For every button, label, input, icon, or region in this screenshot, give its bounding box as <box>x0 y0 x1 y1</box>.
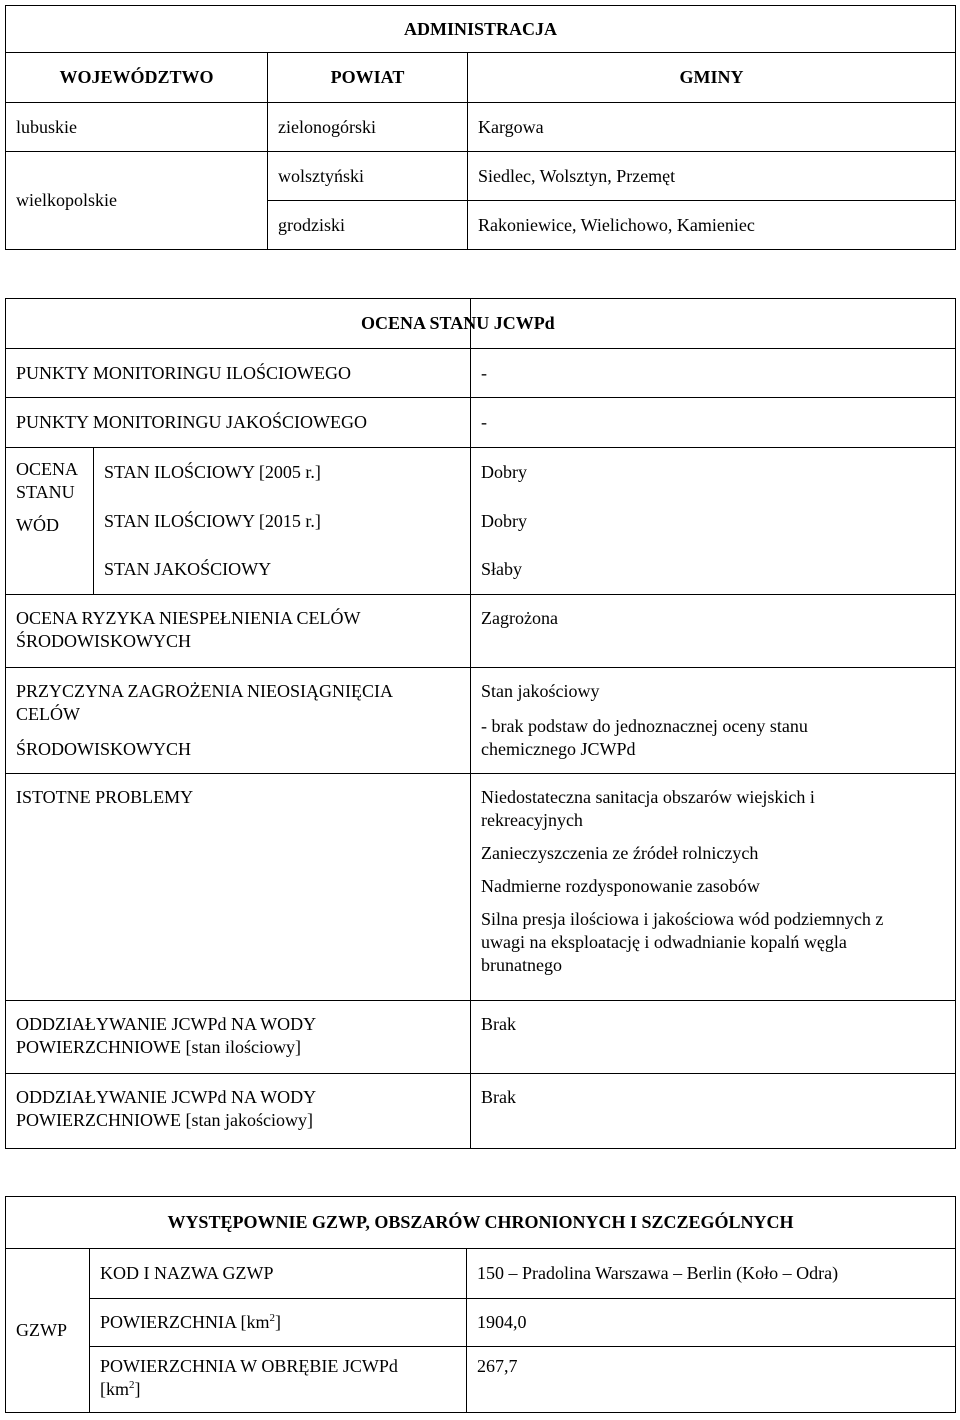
powierzchnia-obreb-label: POWIERZCHNIA W OBRĘBIE JCWPd $[km^2]$ <box>90 1347 467 1413</box>
table-row <box>6 152 956 201</box>
gzwp-row-label: GZWP <box>6 1249 90 1413</box>
stan-ilosciowy-2005-value: Dobry <box>471 448 956 497</box>
stan-jakosciowy-label: STAN JAKOŚCIOWY <box>94 546 471 595</box>
stan-jakosciowy-value: Słaby <box>471 546 956 595</box>
powierzchnia-value: 1904,0 <box>467 1299 956 1347</box>
ocena-ryzyka-value: Zagrożona <box>471 595 956 668</box>
administracja-title: ADMINISTRACJA <box>6 6 956 53</box>
monitoring-jakosciowy-value: - <box>471 398 956 448</box>
monitoring-jakosciowy-label: PUNKTY MONITORINGU JAKOŚCIOWEGO <box>6 398 471 448</box>
wojewodztwo-cell: wielkopolskie <box>6 152 268 250</box>
list-item: Niedostateczna sanitacja obszarów wiejskich i rekreacyjnych <box>481 787 815 830</box>
istotne-problemy-list <box>471 774 956 1001</box>
oddzialywanie-ilosciowy-label: ODDZIAŁYWANIE JCWPd NA WODY POWIERZCHNIOWE [stan ilościowy] <box>6 1001 471 1074</box>
ocena-stanu-table <box>5 298 956 1149</box>
oddzialywanie-ilosciowy-value: Brak <box>471 1001 956 1074</box>
table-row <box>6 103 956 152</box>
list-item: Zanieczyszczenia ze źródeł rolniczych <box>481 843 759 863</box>
gzwp-table <box>5 1196 956 1413</box>
kod-nazwa-label: KOD I NAZWA GZWP <box>90 1249 467 1299</box>
stan-ilosciowy-2015-value: Dobry <box>471 497 956 546</box>
stan-ilosciowy-2005-label: STAN ILOŚCIOWY [2005 r.] <box>94 448 471 497</box>
powierzchnia-obreb-value: 267,7 <box>467 1347 956 1413</box>
header-wojewodztwo: WOJEWÓDZTWO <box>6 53 268 103</box>
oddzialywanie-jakosciowy-value: Brak <box>471 1074 956 1149</box>
oddzialywanie-jakosciowy-label: ODDZIAŁYWANIE JCWPd NA WODY POWIERZCHNIOWE [stan jakościowy] <box>6 1074 471 1149</box>
list-item: Nadmierne rozdysponowanie zasobów <box>481 876 760 896</box>
monitoring-ilosciowy-label: PUNKTY MONITORINGU ILOŚCIOWEGO <box>6 349 471 398</box>
ocena-ryzyka-label: OCENA RYZYKA NIESPEŁNIENIA CELÓW ŚRODOWISKOWYCH <box>6 595 471 668</box>
powiat-cell: zielonogórski <box>268 103 468 152</box>
powiat-cell: grodziski <box>268 201 468 250</box>
administracja-table <box>5 5 956 250</box>
list-item: Silna presja ilościowa i jakościowa wód podziemnych z uwagi na eksploatację i odwadnianie kopalń węgla brunatnego <box>481 909 884 975</box>
wojewodztwo-cell: lubuskie <box>6 103 268 152</box>
gminy-cell: Rakoniewice, Wielichowo, Kamieniec <box>468 201 956 250</box>
header-gminy: GMINY <box>468 53 956 103</box>
ocena-stanu-title: OCENA STANU JCWPd <box>471 299 956 349</box>
gzwp-title: WYSTĘPOWNIE GZWP, OBSZARÓW CHRONIONYCH I SZCZEGÓLNYCH <box>6 1197 956 1249</box>
header-powiat: POWIAT <box>268 53 468 103</box>
gminy-cell: Kargowa <box>468 103 956 152</box>
powierzchnia-label: POWIERZCHNIA $[km^2]$ <box>90 1299 467 1347</box>
kod-nazwa-value: 150 – Pradolina Warszawa – Berlin (Koło – Odra) <box>467 1249 956 1299</box>
powiat-cell: wolsztyński <box>268 152 468 201</box>
ocena-stanu-wod-label: OCENA STANU WÓD <box>6 448 94 595</box>
przyczyna-zagrozenia-label: PRZYCZYNA ZAGROŻENIA NIEOSIĄGNIĘCIA CELÓW ŚRODOWISKOWYCH <box>6 668 471 774</box>
przyczyna-zagrozenia-value: Stan jakościowy - brak podstaw do jednoznacznej oceny stanu chemicznego JCWPd <box>471 668 956 774</box>
monitoring-ilosciowy-value: - <box>471 349 956 398</box>
gminy-cell: Siedlec, Wolsztyn, Przemęt <box>468 152 956 201</box>
istotne-problemy-label: ISTOTNE PROBLEMY <box>6 774 471 1001</box>
stan-ilosciowy-2015-label: STAN ILOŚCIOWY [2015 r.] <box>94 497 471 546</box>
